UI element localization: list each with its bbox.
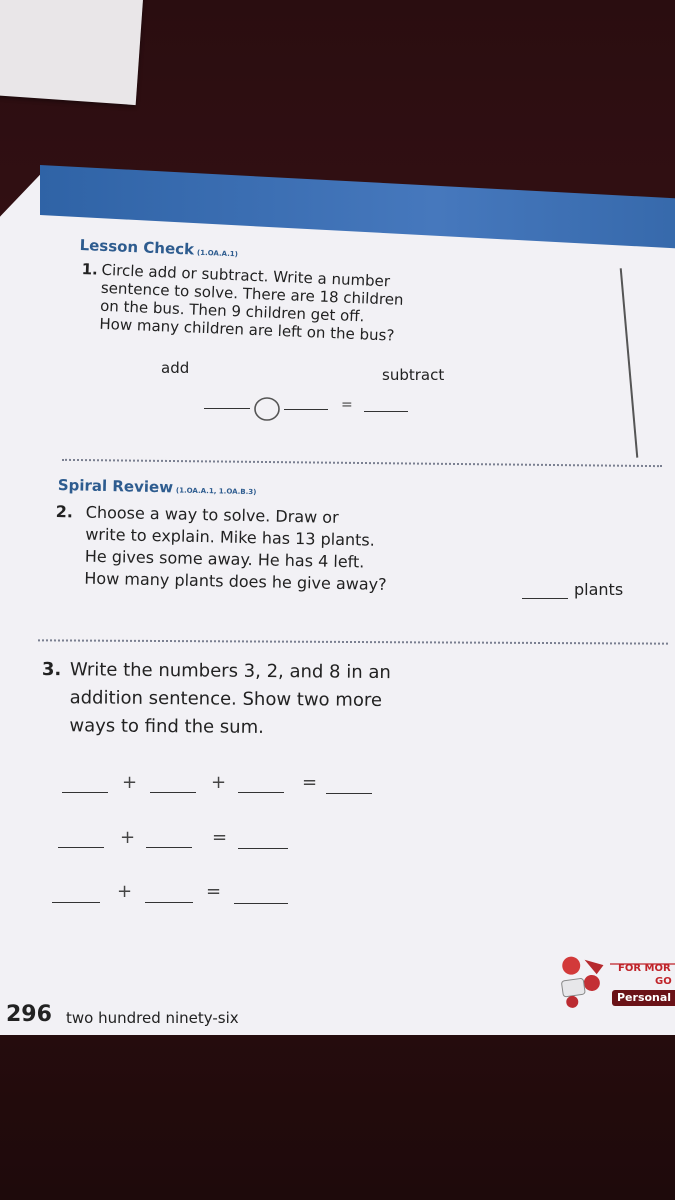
answer-blank[interactable] — [204, 408, 250, 409]
answer-blank[interactable] — [58, 847, 104, 848]
plus-sign: + — [117, 881, 133, 902]
lesson-check-heading — [79, 236, 238, 260]
logo-text-line1: FOR MOR — [618, 963, 671, 974]
answer-blank[interactable] — [238, 792, 284, 793]
lesson-check-title: Lesson Check — [79, 236, 195, 259]
question-1-text: Circle add or subtract. Write a number sentence to solve. There are 18 children on the bus. Then 9 children get off. How many children are left on the bus? — [99, 260, 404, 345]
plus-sign: + — [122, 772, 138, 793]
margin-line — [620, 268, 638, 457]
question-2 — [54, 501, 516, 599]
spiral-review-title: Spiral Review — [57, 476, 174, 497]
equals-sign: = — [212, 827, 228, 848]
section-divider — [38, 639, 668, 644]
page-number-words: two hundred ninety-six — [66, 1009, 239, 1027]
logo-text-line2: GO — [655, 976, 672, 987]
plants-answer-blank[interactable] — [522, 598, 568, 599]
answer-blank[interactable] — [146, 847, 192, 848]
plus-sign: + — [120, 827, 136, 848]
question-2-number: 2. — [55, 501, 74, 522]
operator-circle[interactable] — [252, 396, 282, 422]
answer-blank[interactable] — [364, 411, 408, 412]
choice-add[interactable]: add — [161, 359, 190, 377]
question-1-number: 1. — [81, 260, 99, 279]
equals-sign: = — [302, 772, 318, 793]
spiral-review-heading — [58, 476, 257, 498]
question-1 — [79, 260, 462, 347]
choice-subtract[interactable]: subtract — [382, 366, 445, 384]
section-divider — [62, 459, 662, 467]
question-3-text: Write the numbers 3, 2, and 8 in an addition sentence. Show two more ways to find the sum. — [69, 659, 391, 738]
page-number: 296 — [6, 1002, 52, 1027]
logo-personal-badge — [612, 990, 675, 1006]
equals-sign: = — [341, 397, 353, 413]
question-2-text: Choose a way to solve. Draw or write to explain. Mike has 13 plants. He gives some away. He has 4 left. How many plants does he give away? — [84, 502, 387, 594]
answer-blank[interactable] — [238, 848, 288, 849]
answer-blank[interactable] — [326, 793, 372, 794]
spiral-review-code: (1.OA.A.1, 1.OA.B.3) — [175, 486, 257, 497]
question-3 — [41, 656, 482, 744]
number-sentence-1 — [204, 393, 414, 423]
equals-sign: = — [206, 881, 222, 902]
question-3-number: 3. — [41, 658, 62, 681]
plants-unit-label: plants — [574, 580, 624, 599]
lesson-check-code: (1.OA.A.1) — [196, 248, 239, 259]
answer-blank[interactable] — [284, 409, 328, 410]
answer-blank[interactable] — [62, 792, 108, 793]
logo-text-line3: Personal — [617, 991, 672, 1004]
answer-blank[interactable] — [52, 902, 100, 903]
answer-blank[interactable] — [234, 903, 288, 904]
plus-sign: + — [211, 772, 227, 793]
answer-blank[interactable] — [150, 792, 196, 793]
answer-blank[interactable] — [145, 902, 193, 903]
